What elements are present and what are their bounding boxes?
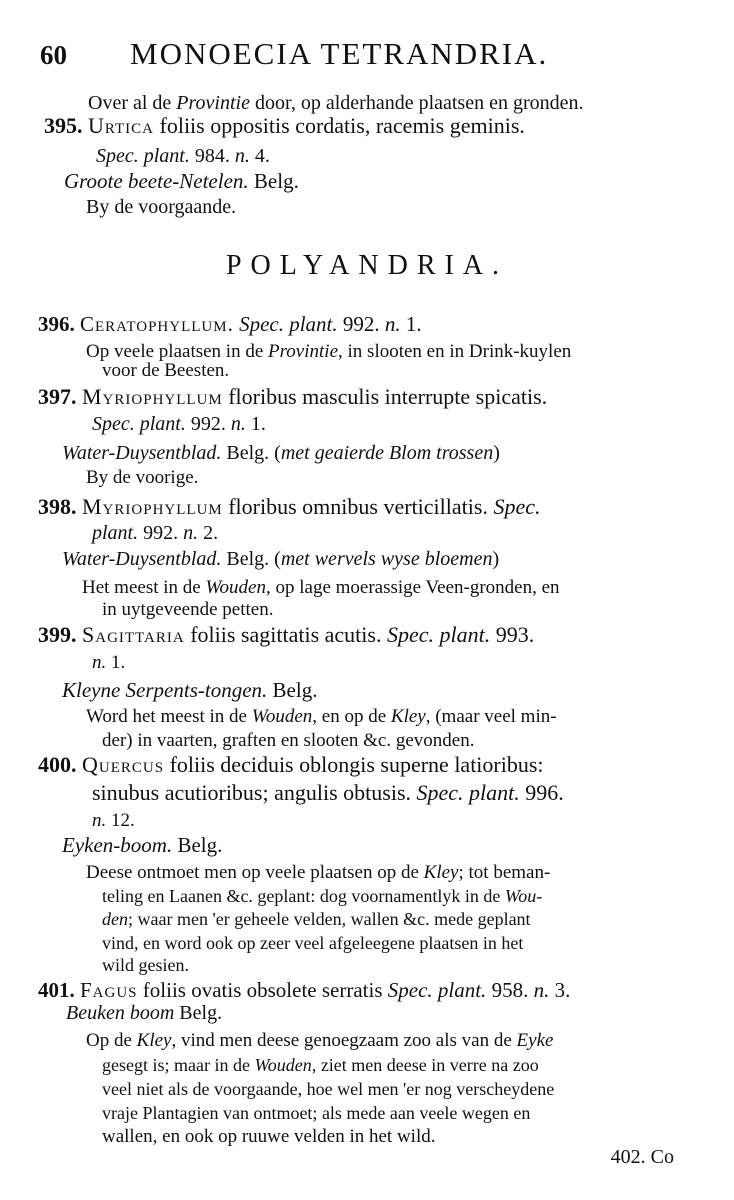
text-segment: Wouden: [205, 577, 266, 598]
text-line: [66, 1000, 222, 1026]
text-segment: Provintie: [176, 92, 250, 114]
text-segment: door, op alderhande plaatsen en gronden.: [249, 92, 584, 114]
text-line: [92, 411, 266, 437]
text-line: [86, 1028, 553, 1054]
section-title: POLYANDRIA.: [225, 250, 509, 281]
catchword: 402. Co: [610, 1146, 674, 1168]
text-segment: 1.: [106, 652, 126, 673]
text-segment: Kleyne Serpents-tongen.: [62, 678, 268, 702]
text-segment: Kley: [136, 1030, 172, 1051]
text-line: [38, 494, 540, 520]
text-segment: floribus masculis interrupte spicatis.: [222, 384, 548, 409]
entry-number: 399.: [38, 622, 77, 647]
text-segment: veel niet als de voorgaande, hoe wel men 'er nog verscheydene: [102, 1079, 555, 1099]
text-segment: vraje Plantagien van ontmoet; als mede aan veele wegen en: [102, 1103, 531, 1123]
text-segment: den: [102, 909, 128, 929]
genus-name: Ceratophyllum.: [80, 312, 234, 336]
text-segment: Op de: [86, 1030, 137, 1051]
text-segment: n.: [183, 522, 199, 544]
text-segment: Belg. (: [221, 442, 281, 464]
entry-number: 395.: [44, 113, 83, 138]
text-line: [96, 143, 270, 169]
text-segment: 993.: [490, 622, 535, 647]
text-line: [102, 1076, 554, 1102]
text-segment: n.: [533, 978, 550, 1002]
text-line: [38, 622, 534, 648]
text-line: [86, 465, 198, 491]
text-line: [102, 1124, 435, 1150]
text-segment: Spec. plant.: [96, 145, 190, 167]
text-segment: Wouden: [254, 1055, 312, 1075]
text-segment: Belg.: [248, 169, 299, 193]
text-segment: foliis deciduis oblongis superne latioribus:: [164, 752, 544, 777]
text-line: [92, 780, 564, 806]
text-segment: 1.: [245, 413, 266, 435]
text-segment: 958.: [486, 978, 534, 1002]
text-segment: Belg.: [174, 1002, 223, 1024]
text-segment: 992.: [337, 312, 385, 336]
text-segment: , en op de: [312, 706, 391, 727]
genus-name: Myriophyllum: [82, 494, 223, 519]
text-segment: Water-Duysentblad.: [62, 442, 222, 464]
text-segment: Spec. plant.: [239, 312, 338, 336]
genus-name: Sagittaria: [82, 622, 185, 647]
entry-number: 398.: [38, 494, 77, 519]
entry-number: 400.: [38, 752, 77, 777]
text-segment: By de voorgaande.: [86, 196, 237, 218]
text-segment: in uytgeveende petten.: [102, 599, 274, 620]
text-line: [62, 832, 222, 858]
text-segment: Kley: [390, 706, 426, 727]
text-segment: Belg.: [172, 833, 223, 857]
text-line: [102, 728, 474, 754]
text-segment: foliis ovatis obsolete serratis: [137, 978, 388, 1002]
text-line: [102, 1100, 530, 1126]
text-segment: gesegt is; maar in de: [102, 1055, 255, 1075]
text-line: [38, 311, 422, 337]
text-line: [62, 440, 500, 466]
text-segment: met geaierde Blom trossen: [280, 442, 494, 464]
text-segment: Het meest in de: [82, 577, 206, 598]
text-segment: , op lage moerassige Veen-gronden, en: [266, 577, 560, 598]
text-segment: 984.: [189, 145, 235, 167]
text-segment: floribus omnibus verticillatis.: [222, 494, 494, 519]
text-segment: Spec. plant.: [92, 413, 186, 435]
text-segment: 996.: [519, 780, 564, 805]
text-line: [92, 808, 135, 834]
text-segment: Groote beete-Netelen.: [64, 169, 249, 193]
text-segment: plant.: [92, 522, 139, 544]
genus-name: Fagus: [80, 978, 138, 1002]
text-line: [92, 520, 218, 546]
text-segment: Eyken-boom.: [62, 833, 173, 857]
text-segment: 3.: [549, 978, 571, 1002]
text-line: [102, 358, 229, 384]
text-segment: Deese ontmoet men op veele plaatsen op de: [86, 862, 424, 883]
text-segment: ): [493, 442, 500, 464]
text-line: [62, 546, 499, 572]
text-line: [38, 752, 544, 778]
text-segment: Water-Duysentblad.: [62, 548, 222, 570]
text-segment: ; tot beman-: [458, 862, 551, 883]
entry-number: 397.: [38, 384, 77, 409]
text-segment: foliis sagittatis acutis.: [184, 622, 387, 647]
text-segment: n.: [92, 810, 107, 831]
text-line: [102, 1052, 539, 1078]
page-header: [40, 36, 694, 80]
text-segment: ): [492, 548, 500, 570]
text-segment: vind, en word ook op zeer veel afgeleegene plaatsen in het: [102, 933, 524, 953]
text-line: [102, 906, 531, 932]
text-line: [64, 168, 299, 194]
text-segment: Spec. plant.: [387, 978, 487, 1002]
entry-number: 401.: [38, 978, 75, 1002]
text-segment: Op veele plaatsen in de: [86, 341, 269, 362]
text-segment: Spec.: [493, 494, 541, 519]
text-segment: Eyke: [516, 1030, 554, 1051]
text-segment: 12.: [106, 810, 135, 831]
genus-name: Myriophyllum: [82, 384, 223, 409]
text-line: [92, 650, 125, 676]
text-segment: Wou-: [504, 886, 543, 906]
text-segment: Over al de: [88, 92, 177, 114]
text-segment: By de voorige.: [86, 467, 199, 488]
text-line: [102, 597, 273, 623]
entry-number: 396.: [38, 312, 75, 336]
text-segment: Word het meest in de: [86, 706, 252, 727]
text-segment: n.: [92, 652, 107, 673]
text-segment: n.: [230, 413, 246, 435]
genus-name: Quercus: [82, 752, 165, 777]
text-segment: 1.: [400, 312, 422, 336]
text-segment: wallen, en ook op ruuwe velden in het wild.: [102, 1126, 436, 1147]
text-line: [86, 704, 557, 730]
text-segment: Provintie: [268, 341, 339, 362]
text-segment: , (maar veel min-: [425, 706, 557, 727]
genus-name: Urtica: [88, 113, 154, 138]
text-segment: Belg. (: [221, 548, 281, 570]
text-segment: n.: [384, 312, 401, 336]
text-segment: wild gesien.: [102, 955, 189, 975]
text-segment: 992.: [185, 413, 231, 435]
text-segment: Belg.: [267, 678, 318, 702]
text-segment: ; waar men 'er geheele velden, wallen &c. mede geplant: [128, 909, 531, 929]
text-line: [38, 384, 547, 410]
text-segment: 4.: [249, 145, 270, 167]
text-segment: Wouden: [251, 706, 313, 727]
text-segment: Spec. plant.: [416, 780, 520, 805]
text-segment: , ziet men deese in verre na zoo: [311, 1055, 539, 1075]
page-number: 60: [40, 40, 67, 70]
text-segment: der) in vaarten, graften en slooten &c. gevonden.: [102, 730, 475, 751]
text-segment: Beuken boom: [66, 1002, 175, 1024]
text-segment: , vind men deese genoegzaam zoo als van de: [171, 1030, 517, 1051]
text-line: [62, 677, 317, 703]
running-head: MONOECIA TETRANDRIA.: [130, 36, 549, 71]
text-segment: Kley: [423, 862, 459, 883]
text-segment: foliis oppositis cordatis, racemis geminis.: [154, 113, 525, 138]
text-segment: voor de Beesten.: [102, 360, 230, 381]
text-line: [44, 113, 525, 139]
text-segment: sinubus acutioribus; angulis obtusis.: [92, 780, 417, 805]
text-segment: teling en Laanen &c. geplant: dog voornamentlyk in de: [102, 886, 505, 906]
text-line: [102, 952, 189, 978]
text-segment: met wervels wyse bloemen: [280, 548, 493, 570]
text-segment: Spec. plant.: [386, 622, 491, 647]
text-segment: , in slooten en in Drink-kuylen: [338, 341, 572, 362]
text-segment: n.: [234, 145, 250, 167]
text-line: [86, 194, 236, 220]
text-segment: 992.: [138, 522, 184, 544]
text-segment: 2.: [198, 522, 219, 544]
